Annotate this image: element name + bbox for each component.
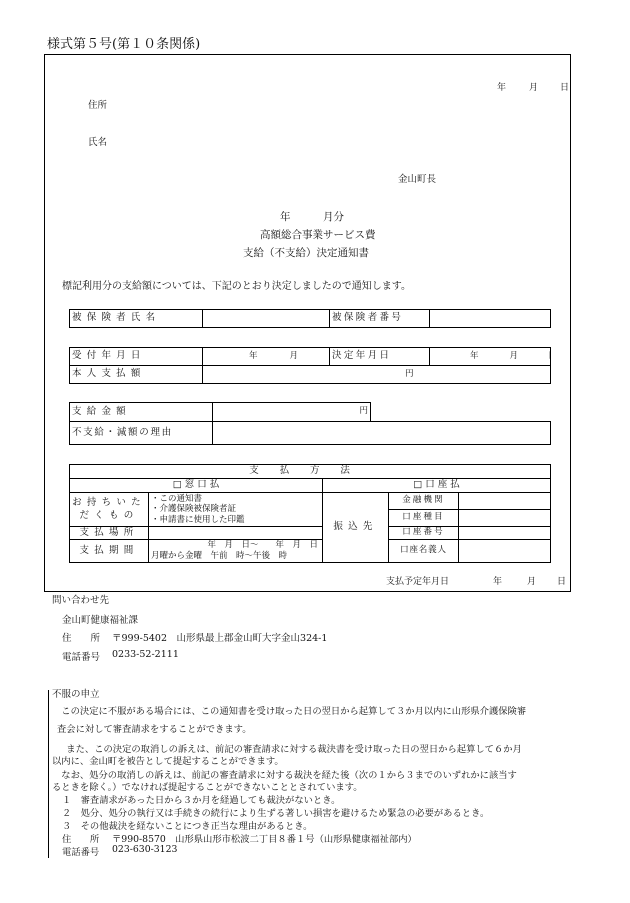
- decision-date-month: 月: [509, 350, 519, 361]
- appeal-item-3: ３ その他裁決を経ないことにつき正当な理由があるとき。: [62, 821, 313, 832]
- bring-item: ・この通知書: [151, 494, 203, 505]
- insured-number-value: [430, 310, 551, 328]
- contact-dept: 金山町健康福祉課: [62, 615, 139, 626]
- self-payment-value: [203, 366, 551, 384]
- appeal-item-1: １ 審査請求があった日から３か月を経過しても裁決がないとき。: [62, 795, 341, 806]
- bring-items-label: [70, 493, 149, 527]
- date-table: [69, 347, 551, 384]
- bring-items-list: [149, 493, 323, 527]
- appeal-paragraph-3b: るときを除く。）でなければ提起することができないこととされています。: [52, 782, 363, 793]
- received-date-label: 受付年月日: [70, 348, 203, 366]
- bring-item: ・介護保険被保険者証: [151, 504, 237, 515]
- period-dates: 年 月 日～ 年 月 日: [207, 540, 318, 551]
- appeal-paragraph-1a: この決定に不服がある場合には、この通知書を受け取った日の翌日から起算して３か月以内に山形県介護保険審: [52, 706, 527, 717]
- received-date-value: [203, 348, 330, 366]
- insured-number-label: 被保険者番号: [330, 310, 430, 328]
- appeal-paragraph-1b: 査会に対して審査請求をすることができます。: [57, 724, 252, 735]
- account-holder-value: [459, 540, 551, 563]
- payment-amount-label: 支給金額: [70, 403, 213, 422]
- contact-address-label: 住 所: [62, 633, 101, 644]
- appeal-item-2: ２ 処分、処分の執行又は手続きの続行により生ずる著しい損害を避けるため緊急の必要があるとき。: [62, 808, 490, 819]
- bank-value: [459, 493, 551, 510]
- account-type-value: [459, 510, 551, 527]
- decision-date-value: [430, 348, 551, 366]
- payment-method-header: 支払方法: [70, 465, 551, 479]
- self-payment-label: 本人支払額: [70, 366, 203, 384]
- bring-label-line2: だくもの: [79, 509, 139, 521]
- contact-phone-label: 電話番号: [62, 652, 101, 663]
- appeal-phone-label: 電話番号: [62, 847, 100, 858]
- payment-place-label: 支払場所: [70, 527, 149, 540]
- scheduled-date-day: 日: [557, 577, 567, 587]
- bring-label-line1: お持ちいた: [72, 496, 146, 508]
- header-date-year: 年: [497, 83, 507, 93]
- payment-amount-value: 円: [213, 403, 371, 422]
- account-payment-option[interactable]: □ 口 座 払: [323, 479, 551, 493]
- account-type-label: 口座種目: [389, 510, 459, 527]
- decision-date-label: 決定年月日: [330, 348, 430, 366]
- insured-name-label: 被保険者氏名: [70, 310, 203, 328]
- issuer: 金山町長: [398, 174, 437, 185]
- scheduled-date-month: 月: [527, 577, 537, 587]
- account-number-value: [459, 527, 551, 540]
- scheduled-date-label: 支払予定年月日: [386, 577, 450, 587]
- payment-method-table: [69, 464, 551, 563]
- title-month: 月分: [323, 211, 344, 223]
- received-date-year: 年: [249, 350, 258, 361]
- amount-table-blank: [371, 403, 551, 422]
- appeal-address-label: 住 所: [62, 834, 100, 845]
- decision-date-day: [548, 351, 550, 361]
- title-notice: 支給（不支給）決定通知書: [243, 247, 369, 259]
- appeal-paragraph-2b: 以内に、金山町を被告として提起することができます。: [52, 756, 284, 767]
- name-label: 氏名: [88, 137, 108, 148]
- reason-value: [213, 422, 551, 445]
- amount-table: [69, 402, 551, 445]
- appeal-phone: 023-630-3123: [112, 844, 178, 855]
- payment-period-value: [149, 540, 323, 563]
- appeal-paragraph-3a: なお、処分の取消しの訴えは、前記の審査請求に対する裁決を経た後（次の１から３までのいずれかに該当す: [52, 770, 517, 781]
- account-holder-label: 口座名義人: [389, 540, 459, 563]
- title-service: 高額総合事業サービス費: [260, 229, 376, 241]
- address-label: 住所: [88, 100, 108, 111]
- self-payment-yen: 円: [405, 368, 414, 379]
- bring-item: ・申請書に使用した印鑑: [151, 514, 245, 525]
- appeal-heading: 不服の申立: [52, 689, 100, 700]
- counter-payment-option[interactable]: □ 窓 口 払: [70, 479, 323, 493]
- insured-table: [69, 309, 551, 328]
- contact-phone: 0233-52-2111: [112, 649, 179, 660]
- period-hours: 月曜から金曜 午前 時～午後 時: [151, 551, 288, 561]
- insured-name-value: [203, 310, 330, 328]
- appeal-paragraph-2a: また、この決定の取消しの訴えは、前記の審査請求に対する裁決書を受け取った日の翌日から起算して６か月: [57, 744, 522, 755]
- intro-text: 標記利用分の支給額については、下記のとおり決定しましたので通知します。: [62, 281, 411, 292]
- payment-period-label: 支払期間: [70, 540, 149, 563]
- reason-label: 不支給・減額の理由: [70, 422, 213, 445]
- received-date-month: 月: [289, 350, 299, 361]
- appeal-side-rule: [48, 690, 49, 858]
- header-date-month: 月: [529, 83, 539, 93]
- transfer-label: 振込先: [323, 493, 389, 563]
- account-number-label: 口座番号: [389, 527, 459, 540]
- decision-date-year: 年: [470, 350, 479, 361]
- form-number: 様式第５号(第１０条関係): [47, 37, 201, 52]
- payment-place-value: [149, 527, 323, 540]
- scheduled-date-year: 年: [493, 577, 503, 587]
- header-date-day: 日: [560, 83, 570, 93]
- bank-label: 金融機関: [389, 493, 459, 510]
- contact-address: 〒999-5402 山形県最上郡金山町大字金山324-1: [112, 633, 328, 644]
- title-year: 年: [280, 211, 291, 223]
- appeal-address: 〒990-8570 山形県山形市松波二丁目８番１号（山形県健康福祉部内）: [112, 834, 417, 845]
- contact-heading: 問い合わせ先: [52, 595, 110, 606]
